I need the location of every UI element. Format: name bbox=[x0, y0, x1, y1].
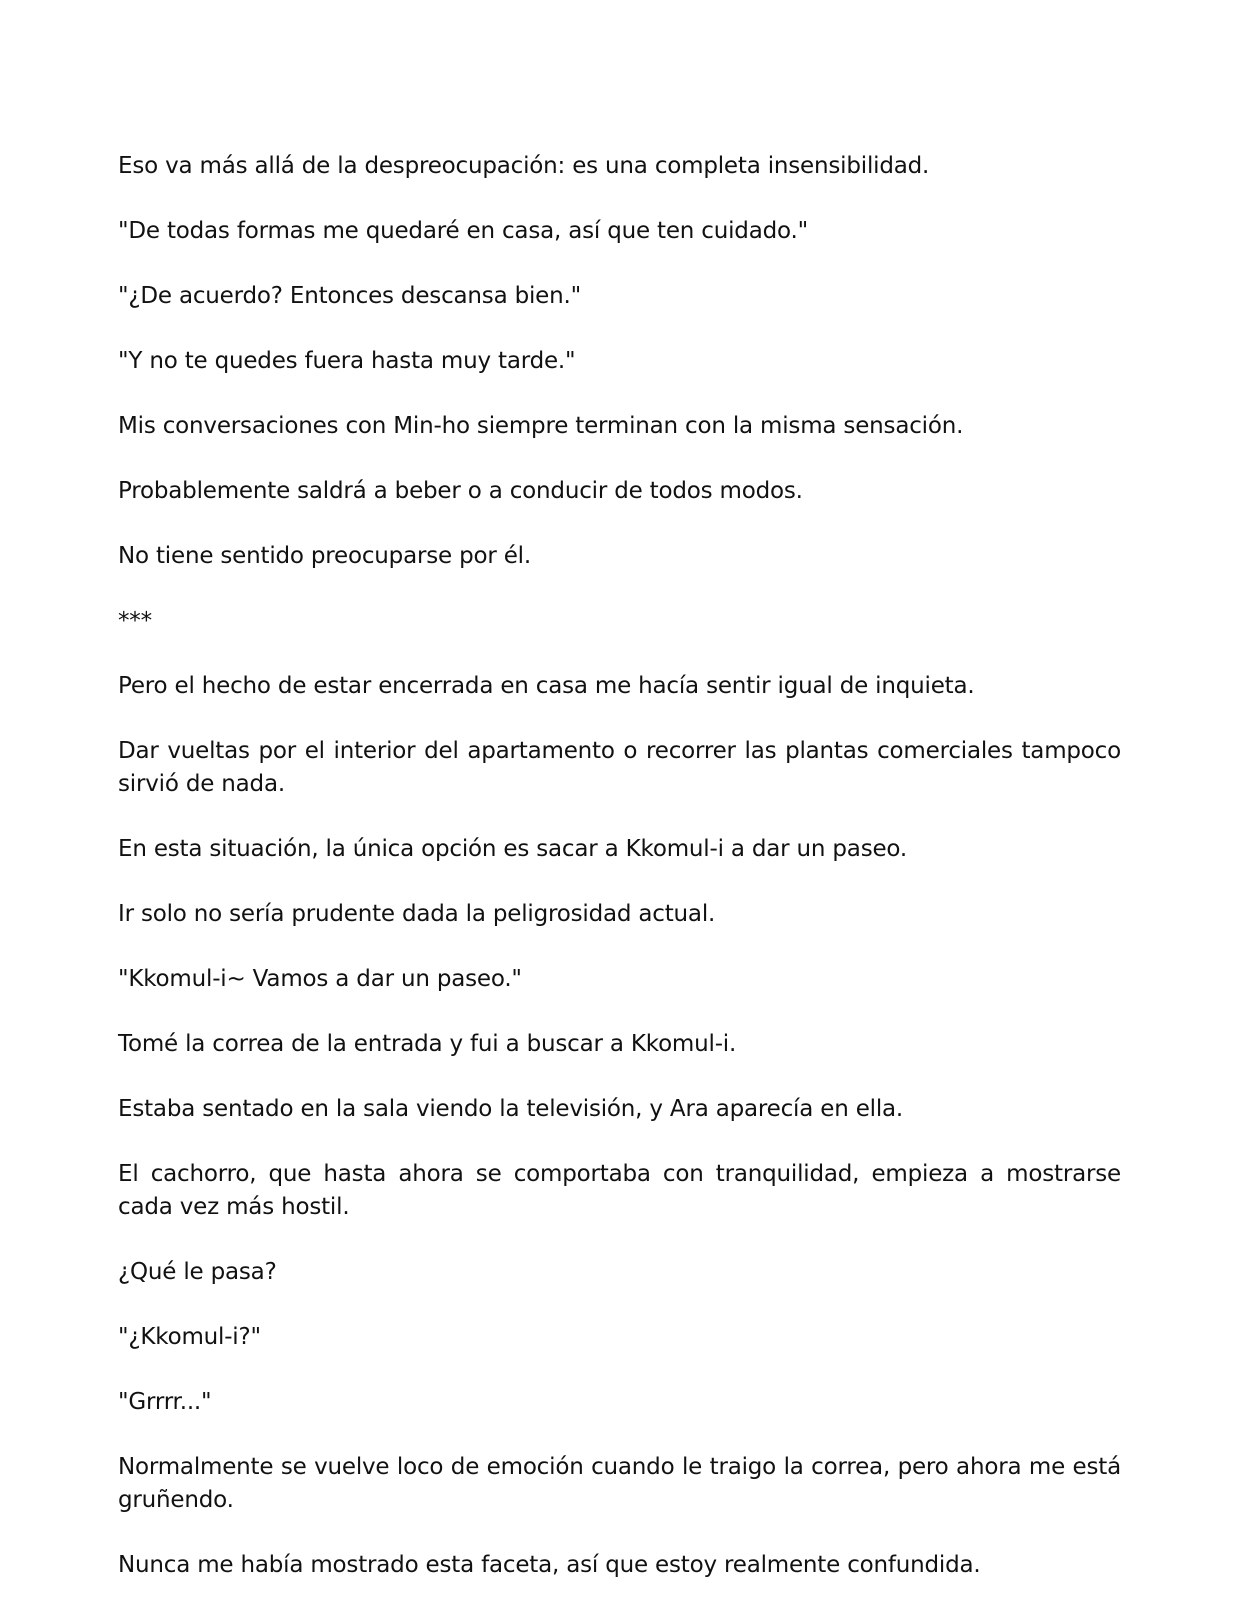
paragraph: Ir solo no sería prudente dada la peligrosidad actual. bbox=[118, 901, 716, 927]
paragraph: Probablemente saldrá a beber o a conducir de todos modos. bbox=[118, 478, 803, 504]
scene-break: *** bbox=[118, 608, 152, 634]
paragraph: Tomé la correa de la entrada y fui a buscar a Kkomul-i. bbox=[118, 1031, 737, 1057]
paragraph: En esta situación, la única opción es sacar a Kkomul-i a dar un paseo. bbox=[118, 836, 908, 862]
paragraph: "De todas formas me quedaré en casa, así que ten cuidado." bbox=[118, 218, 808, 244]
paragraph: No tiene sentido preocuparse por él. bbox=[118, 543, 531, 569]
paragraph: Normalmente se vuelve loco de emoción cuando le traigo la correa, pero ahora me está gruñendo. bbox=[118, 1454, 1121, 1513]
paragraph: Estaba sentado en la sala viendo la televisión, y Ara aparecía en ella. bbox=[118, 1096, 904, 1122]
paragraph: Eso va más allá de la despreocupación: es una completa insensibilidad. bbox=[118, 153, 930, 179]
paragraph: Nunca me había mostrado esta faceta, así que estoy realmente confundida. bbox=[118, 1552, 981, 1578]
paragraph: Pero el hecho de estar encerrada en casa me hacía sentir igual de inquieta. bbox=[118, 673, 975, 699]
paragraph: "Y no te quedes fuera hasta muy tarde." bbox=[118, 348, 576, 374]
paragraph: "Kkomul-i~ Vamos a dar un paseo." bbox=[118, 966, 522, 992]
paragraph: ¿Qué le pasa? bbox=[118, 1259, 277, 1285]
paragraph: Dar vueltas por el interior del apartamento o recorrer las plantas comerciales tampoco sirvió de nada. bbox=[118, 738, 1121, 797]
paragraph: "¿De acuerdo? Entonces descansa bien." bbox=[118, 283, 581, 309]
paragraph: "Grrrr..." bbox=[118, 1389, 212, 1415]
paragraph: El cachorro, que hasta ahora se comportaba con tranquilidad, empieza a mostrarse cada vez más hostil. bbox=[118, 1161, 1121, 1220]
paragraph: "¿Kkomul-i?" bbox=[118, 1324, 261, 1350]
document-body bbox=[118, 150, 1121, 1614]
paragraph: Mis conversaciones con Min-ho siempre terminan con la misma sensación. bbox=[118, 413, 964, 439]
